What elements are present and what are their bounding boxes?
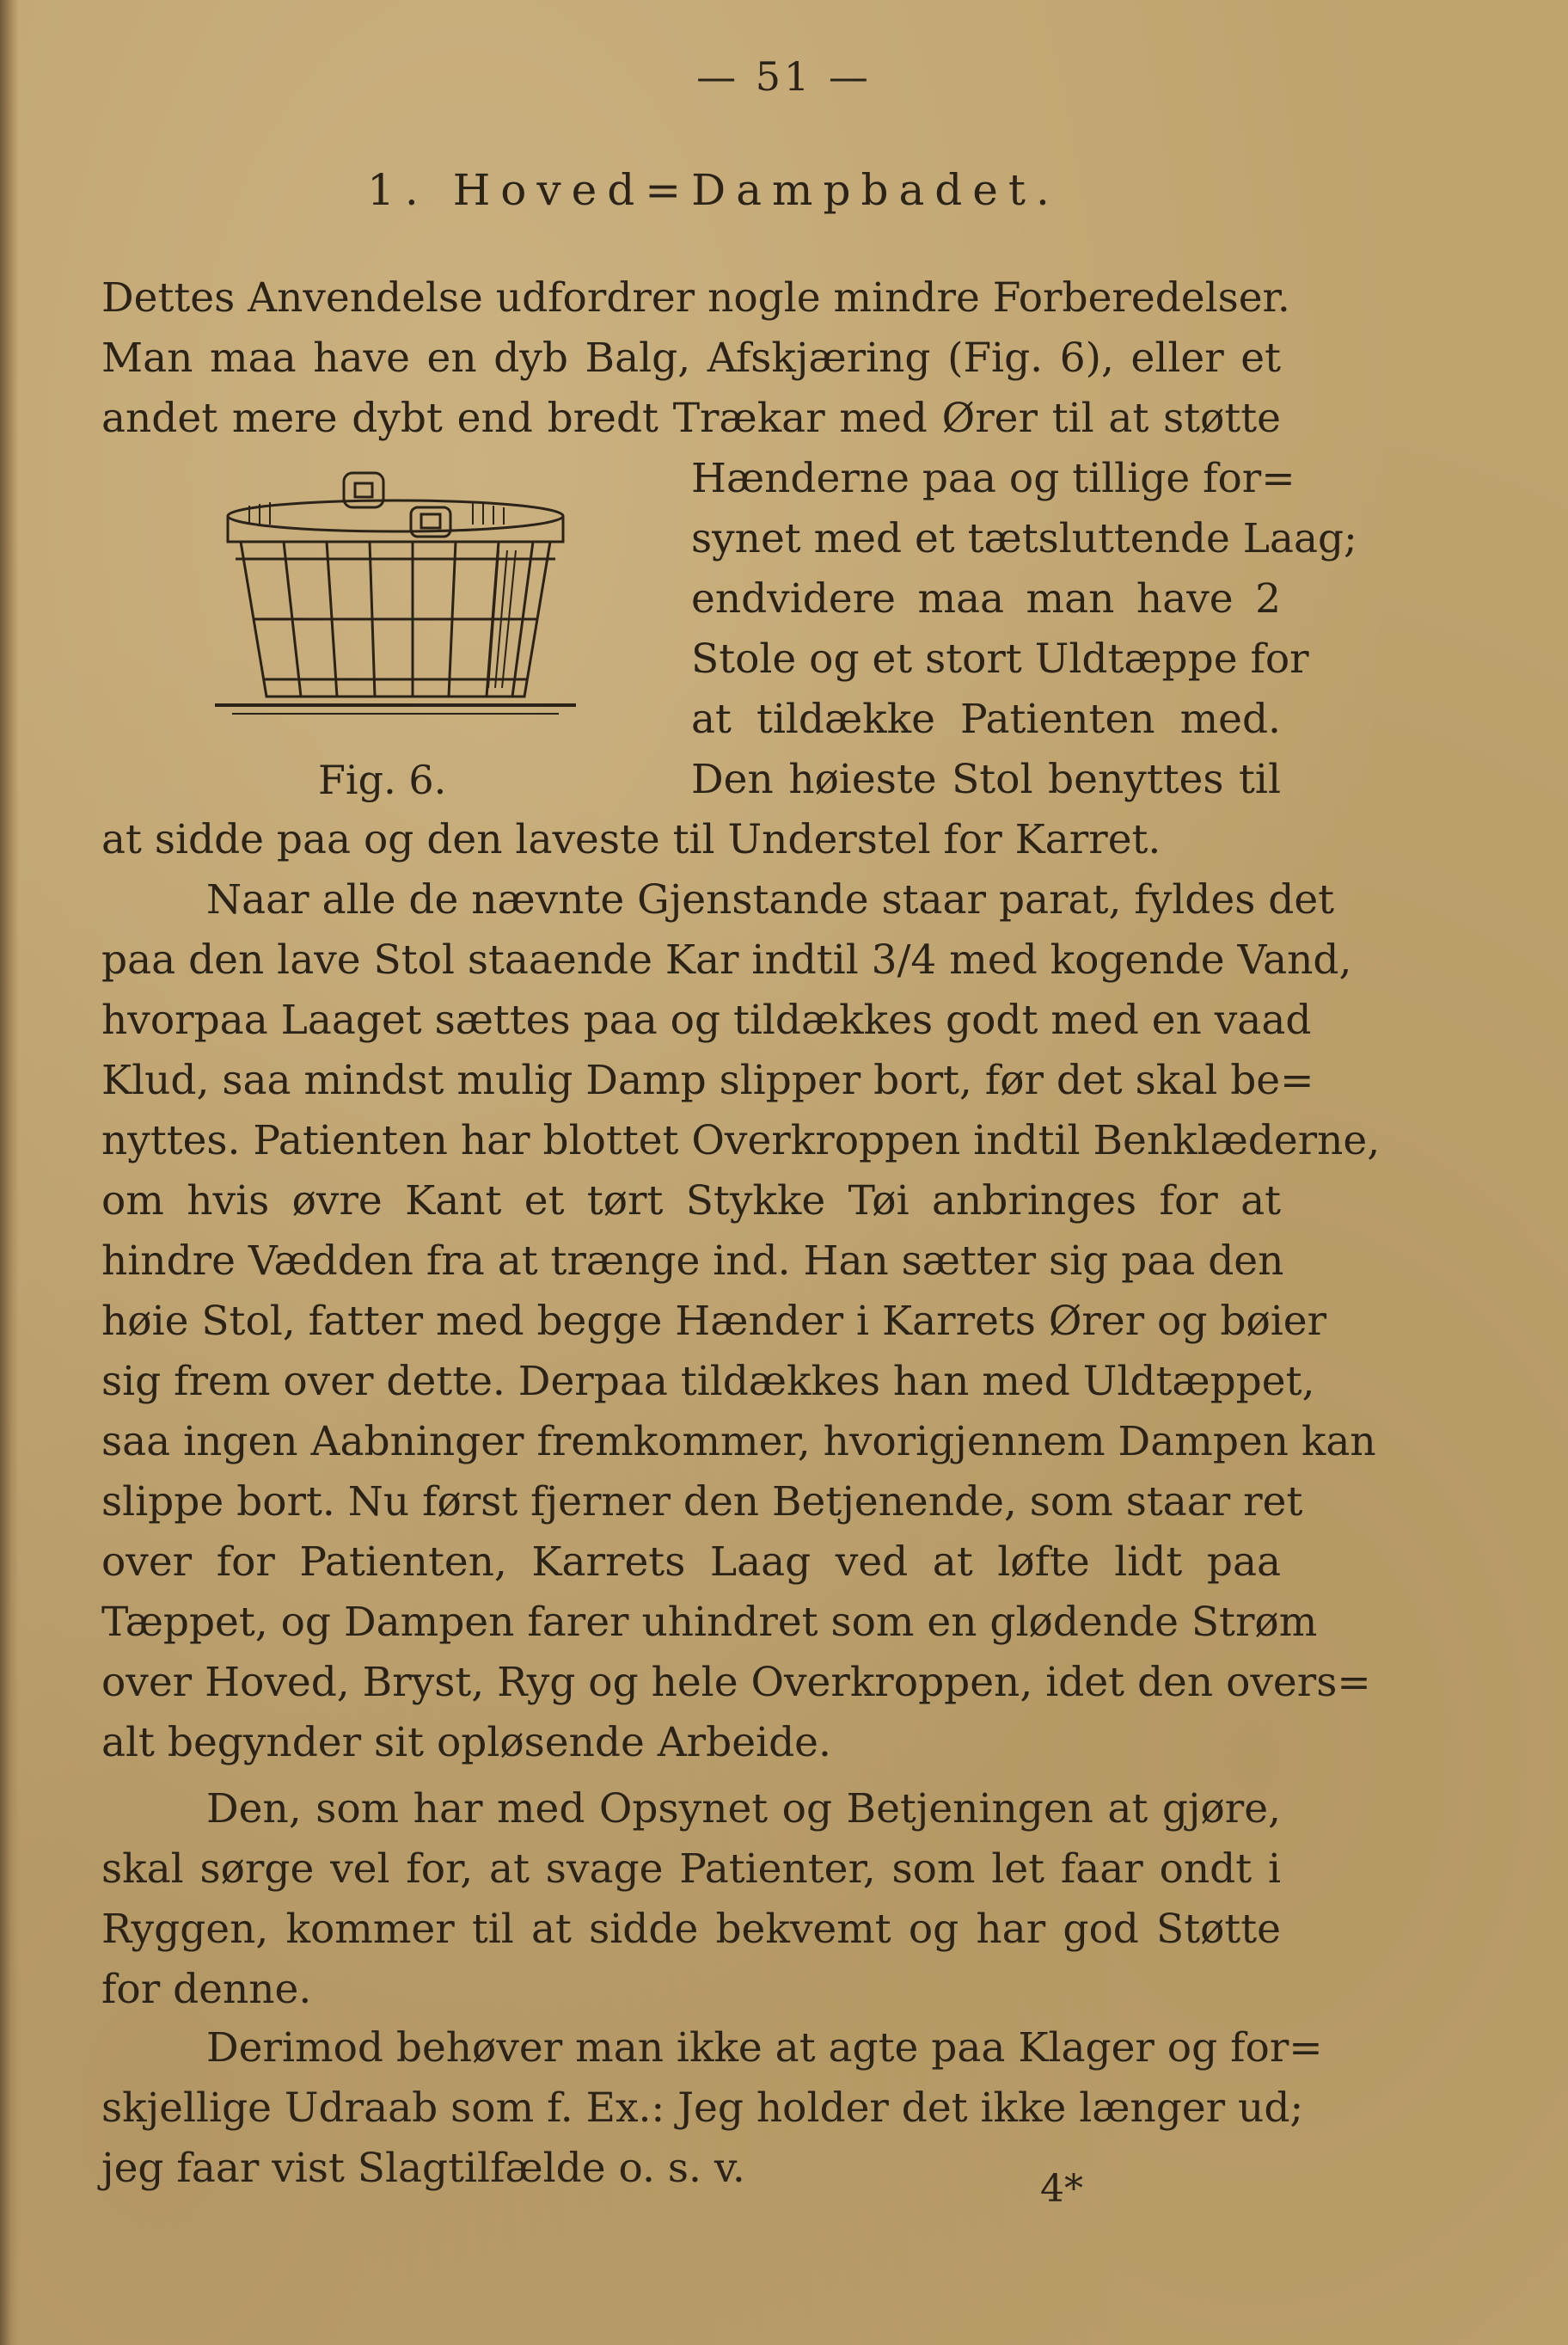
text-line: hvorpaa Laaget sættes paa og tildækkes godt med en vaad xyxy=(101,997,1312,1044)
text-line: paa den lave Stol staaende Kar indtil 3/4 med kogende Vand, xyxy=(101,936,1352,984)
text-line: Den høieste Stol benyttes til xyxy=(691,756,1281,803)
text-line: om hvis øvre Kant et tørt Stykke Tøi anbringes for at xyxy=(101,1177,1281,1225)
text-line: skjellige Udraab som f. Ex.: Jeg holder det ikke længer ud; xyxy=(101,2084,1304,2132)
signature-mark: 4* xyxy=(1040,2167,1083,2211)
text-line: Dettes Anvendelse udfordrer nogle mindre Forberedelser. xyxy=(101,274,1290,322)
text-line: endvidere maa man have 2 xyxy=(691,575,1281,623)
text-line: nyttes. Patienten har blottet Overkroppen indtil Benklæderne, xyxy=(101,1117,1381,1164)
text-line: Man maa have en dyb Balg, Afskjæring (Fig. 6), eller et xyxy=(101,335,1281,382)
text-line: skal sørge vel for, at svage Patienter, som let faar ondt i xyxy=(101,1845,1281,1893)
text-line: sig frem over dette. Derpaa tildækkes han med Uldtæppet, xyxy=(101,1358,1315,1405)
page-number: — 51 — xyxy=(696,53,872,100)
figure-caption: Fig. 6. xyxy=(318,757,447,803)
wooden-tub-illustration xyxy=(215,464,576,740)
text-line: Den, som har med Opsynet og Betjeningen at gjøre, xyxy=(206,1785,1281,1832)
text-line: Stole og et stort Uldtæppe for xyxy=(691,635,1309,683)
section-heading: 1. Hoved=Dampbadet. xyxy=(367,165,1060,215)
text-line: Naar alle de nævnte Gjenstande staar parat, fyldes det xyxy=(206,876,1335,924)
text-line: at tildække Patienten med. xyxy=(691,696,1281,743)
text-line: Klud, saa mindst mulig Damp slipper bort, før det skal be= xyxy=(101,1057,1314,1104)
text-line: at sidde paa og den laveste til Understel for Karret. xyxy=(101,816,1161,863)
text-line: hindre Vædden fra at trænge ind. Han sætter sig paa den xyxy=(101,1237,1284,1285)
text-line: Derimod behøver man ikke at agte paa Klager og for= xyxy=(206,2024,1323,2072)
text-line: synet med et tætsluttende Laag; xyxy=(691,515,1357,562)
text-line: høie Stol, fatter med begge Hænder i Karrets Ører og bøier xyxy=(101,1298,1327,1345)
text-line: alt begynder sit opløsende Arbeide. xyxy=(101,1719,831,1766)
text-line: for denne. xyxy=(101,1966,312,2013)
text-line: andet mere dybt end bredt Trækar med Ører til at støtte xyxy=(101,395,1281,442)
text-line: slippe bort. Nu først fjerner den Betjenende, som staar ret xyxy=(101,1478,1303,1525)
page-binding-edge xyxy=(0,0,19,2345)
text-line: saa ingen Aabninger fremkommer, hvorigjennem Dampen kan xyxy=(101,1418,1376,1465)
text-line: Ryggen, kommer til at sidde bekvemt og har god Støtte xyxy=(101,1906,1281,1953)
text-line: jeg faar vist Slagtilfælde o. s. v. xyxy=(101,2145,745,2192)
text-line: Tæppet, og Dampen farer uhindret som en glødende Strøm xyxy=(101,1599,1318,1646)
text-line: over for Patienten, Karrets Laag ved at løfte lidt paa xyxy=(101,1538,1281,1586)
text-line: Hænderne paa og tillige for= xyxy=(691,455,1295,502)
text-line: over Hoved, Bryst, Ryg og hele Overkroppen, idet den overs= xyxy=(101,1659,1371,1706)
